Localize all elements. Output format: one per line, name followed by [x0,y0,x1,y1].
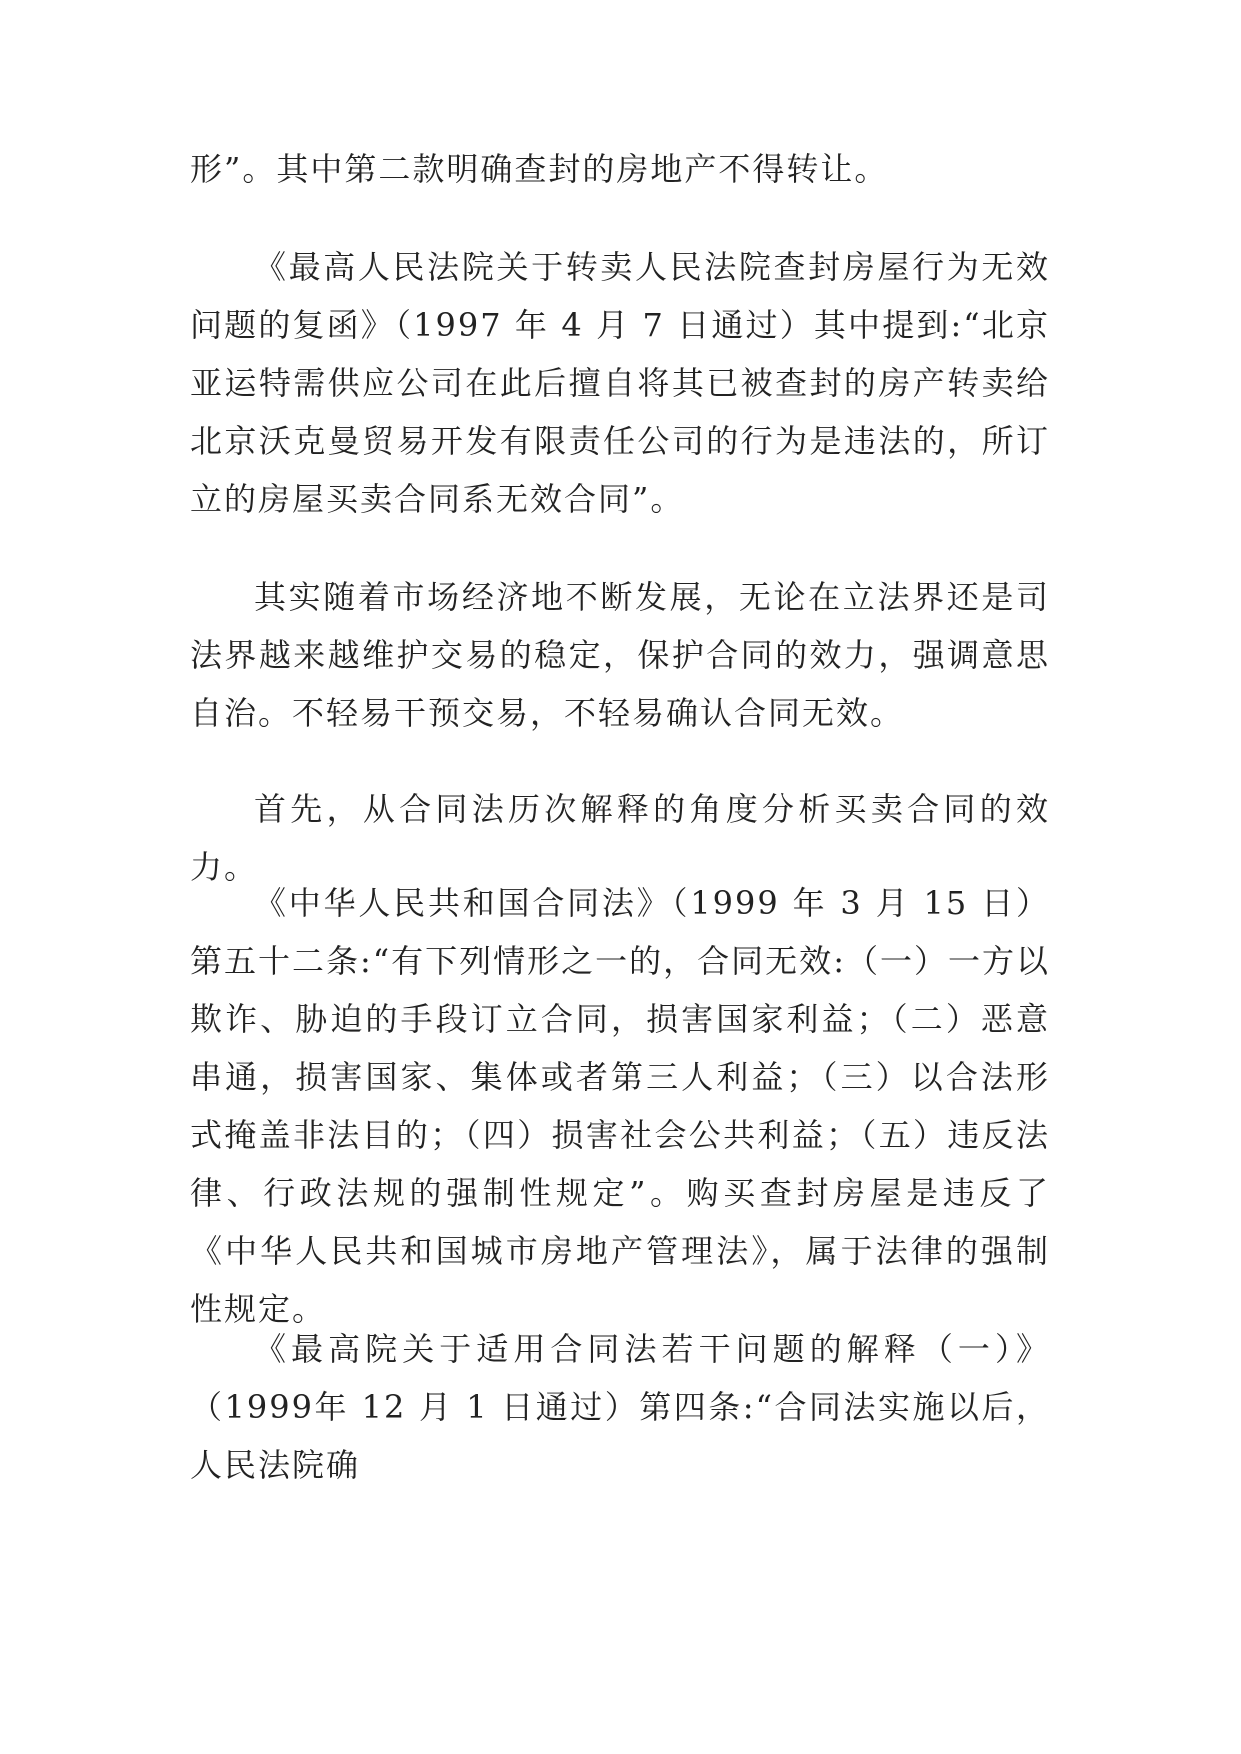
paragraph-first-analysis: 首先，从合同法历次解释的角度分析买卖合同的效力。 [190,790,1050,886]
paragraph-market-economy: 其实随着市场经济地不断发展，无论在立法界还是司法界越来越维护交易的稳定，保护合同的效力，强调意思自治。不轻易干预交易，不轻易确认合同无效。 [190,578,1050,732]
paragraph-interpretation-one: 《最高院关于适用合同法若干问题的解释（一）》（1999年 12 月 1 日通过）第四条:“合同法实施以后，人民法院确 [190,1330,1050,1484]
paragraph-supreme-court-reply: 《最高人民法院关于转卖人民法院查封房屋行为无效问题的复函》（1997 年 4 月 7 日通过）其中提到:“北京亚运特需供应公司在此后擅自将其已被查封的房产转卖给北京沃克曼贸易开发有限责任公司的行为是违法的，所订立的房屋买卖合同系无效合同”。 [190,248,1050,518]
paragraph-continuation: 形”。其中第二款明确查封的房地产不得转让。 [190,150,889,188]
paragraph-contract-law-article-52: 《中华人民共和国合同法》（1999 年 3 月 15 日）第五十二条:“有下列情形之一的，合同无效:（一）一方以欺诈、胁迫的手段订立合同，损害国家利益；（二）恶意串通，损害国家、集体或者第三人利益；（三）以合法形式掩盖非法目的；（四）损害社会公共利益；（五）违反法律、行政法规的强制性规定”。购买查封房屋是违反了《中华人民共和国城市房地产管理法》，属于法律的强制性规定。 [190,884,1050,1328]
